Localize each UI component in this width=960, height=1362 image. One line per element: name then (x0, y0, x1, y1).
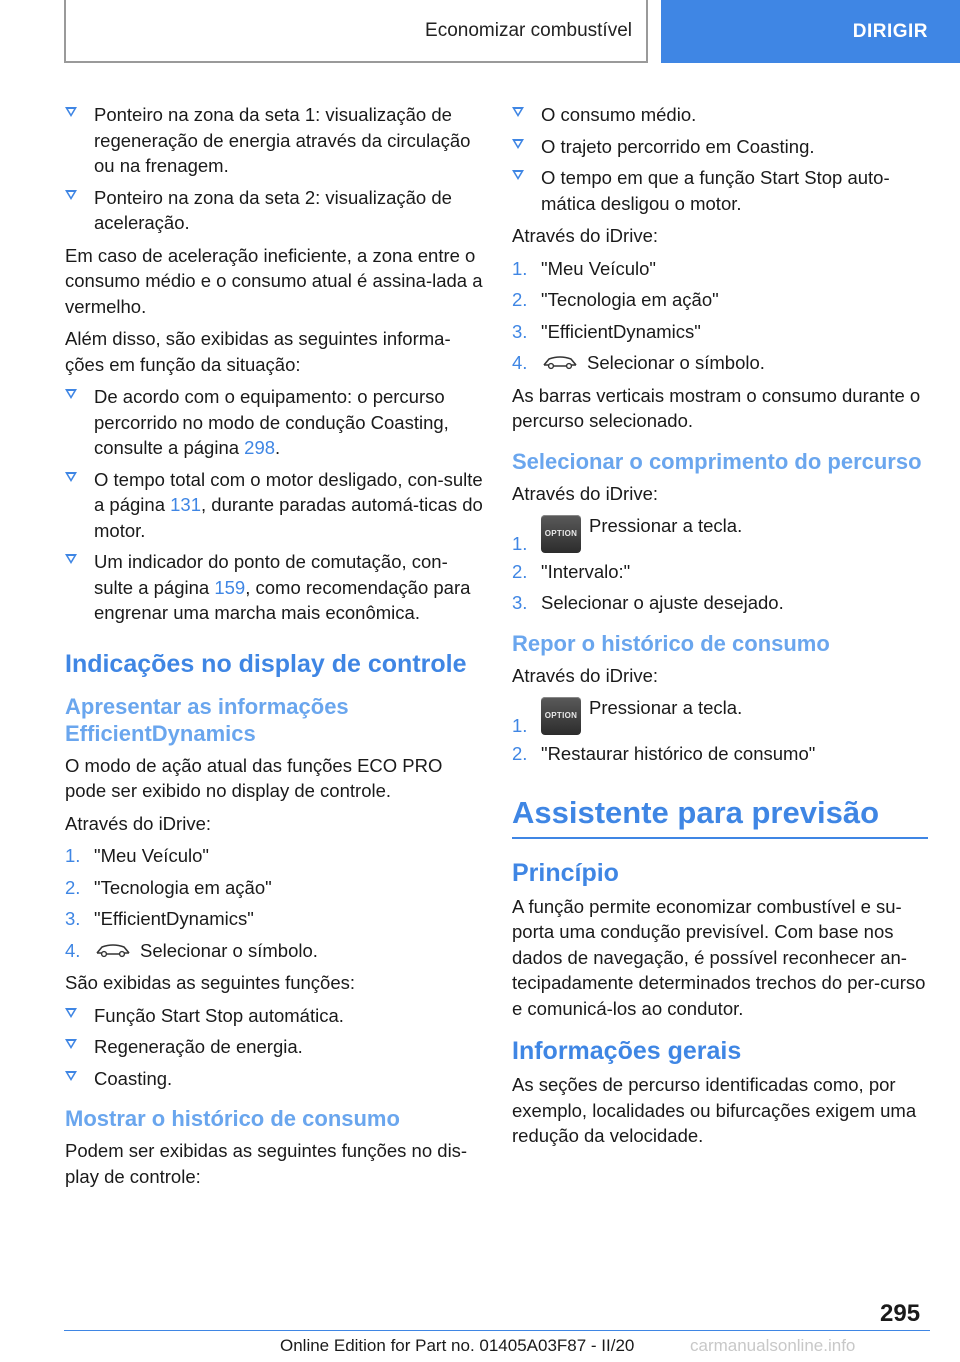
heading-general-info: Informações gerais (512, 1037, 742, 1065)
list-item: 1. OPTION Pressionar a tecla. (512, 697, 743, 737)
option-button-icon: OPTION (541, 515, 581, 553)
bullet-triangle-icon (65, 1071, 77, 1081)
bullet-list (65, 102, 483, 236)
option-button-icon: OPTION (541, 697, 581, 735)
page-number: 295 (880, 1300, 921, 1327)
list-item: Coasting. (65, 1066, 483, 1092)
paragraph: Podem ser exibidas as seguintes funções no dis-play de controle: (65, 1140, 468, 1187)
list-item: 2. "Restaurar histórico de consumo" (512, 743, 816, 764)
list-item: De acordo com o equipamento: o percurso percorrido no modo de condução Coasting, consulte a página 298. (65, 384, 483, 461)
watermark: carmanualsonline.info (690, 1336, 856, 1355)
bullet-triangle-icon (512, 139, 524, 149)
page-link[interactable]: 298 (244, 437, 276, 458)
list-item: 2. "Intervalo:" (512, 560, 631, 582)
list-item: 2. "Tecnologia em ação" (512, 289, 719, 310)
bullet-triangle-icon (65, 1008, 77, 1018)
heading-display: Indicações no display de controle (65, 649, 467, 678)
heading-predictive-assistant: Assistente para previsão (512, 793, 928, 839)
left-column (65, 102, 483, 1196)
footer-divider (64, 1330, 930, 1331)
numbered-list (512, 513, 928, 616)
bullet-triangle-icon (65, 389, 77, 399)
list-item: 3. "EfficientDynamics" (65, 908, 254, 929)
paragraph: As seções de percurso identificadas como, por exemplo, localidades ou bifurcações exigem uma redução da velocidade. (512, 1074, 917, 1146)
bullet-triangle-icon (512, 170, 524, 180)
list-item: Regeneração de energia. (65, 1034, 483, 1060)
bullet-list (65, 384, 483, 626)
list-item: 1. "Meu Veículo" (65, 845, 209, 866)
list-item: 1. OPTION Pressionar a tecla. (512, 515, 743, 554)
paragraph: Através do iDrive: (512, 664, 658, 686)
edition-note: Online Edition for Part no. 01405A03F87 - II/20 (280, 1336, 635, 1355)
bullet-list (65, 1003, 483, 1092)
heading-consumption-history: Mostrar o histórico de consumo (65, 1106, 400, 1131)
numbered-list (65, 843, 483, 963)
paragraph: Em caso de aceleração ineficiente, a zona entre o consumo médio e o consumo atual é assina-lada a vermelho. (65, 244, 483, 317)
list-item: 4. Selecionar o símbolo. (65, 939, 318, 961)
paragraph: Através do iDrive: (512, 225, 658, 246)
list-item: Função Start Stop automática. (65, 1003, 483, 1029)
page-link[interactable]: 159 (214, 576, 246, 598)
list-item: 2. "Tecnologia em ação" (65, 876, 272, 898)
list-item: Ponteiro na zona da seta 2: visualização de aceleração. (65, 185, 483, 236)
list-item: O tempo total com o motor desligado, con-sulte a página 131, durante paradas automá-ticas do motor. (65, 467, 483, 544)
paragraph: Além disso, são exibidas as seguintes informa-ções em função da situação: (65, 328, 451, 375)
page-link[interactable]: 131 (170, 494, 201, 515)
bullet-triangle-icon (65, 554, 77, 564)
list-item: O trajeto percorrido em Coasting. (512, 134, 928, 160)
paragraph: Através do iDrive: (512, 482, 658, 504)
header-section-title (64, 0, 648, 63)
bullet-triangle-icon (65, 107, 77, 117)
paragraph: São exibidas as seguintes funções: (65, 972, 356, 993)
numbered-list (512, 695, 928, 766)
list-item: Ponteiro na zona da seta 1: visualização de regeneração de energia através da circulação ou na frenagem. (65, 102, 483, 179)
list-item: 1. "Meu Veículo" (512, 257, 656, 279)
paragraph: As barras verticais mostram o consumo durante o percurso selecionado. (512, 384, 921, 431)
heading-reset-history: Repor o histórico de consumo (512, 630, 830, 656)
list-item: 3. "EfficientDynamics" (512, 320, 701, 342)
list-item: 4. Selecionar o símbolo. (512, 352, 765, 373)
section-title: Economizar combustível (425, 19, 632, 41)
list-item: O tempo em que a função Start Stop auto-mática desligou o motor. (512, 165, 928, 216)
car-eco-icon (94, 942, 132, 958)
list-item: 3. Selecionar o ajuste desejado. (512, 592, 784, 614)
bullet-triangle-icon (65, 1039, 77, 1049)
header-chapter-tab (661, 0, 960, 63)
car-eco-icon (541, 354, 579, 370)
list-item: Um indicador do ponto de comutação, con-sulte a página 159, como recomendação para engrenar uma marcha mais econômica. (65, 549, 483, 626)
paragraph: A função permite economizar combustível e su-porta uma condução previsível. Com base nos dados de navegação, é possível reconhecer an-tecipadamente determinados trechos do per-curso e comunicá-los ao condutor. (512, 895, 926, 1019)
bullet-triangle-icon (65, 190, 77, 200)
paragraph: Através do iDrive: (65, 812, 211, 834)
heading-efficientdynamics: Apresentar as informações EfficientDynamics (65, 693, 349, 746)
paragraph: O modo de ação atual das funções ECO PRO pode ser exibido no display de controle. (65, 754, 443, 801)
list-item: O consumo médio. (512, 102, 928, 128)
right-column (512, 102, 928, 1156)
heading-route-length: Selecionar o comprimento do percurso (512, 448, 922, 474)
bullet-triangle-icon (512, 107, 524, 117)
heading-principle: Princípio (512, 858, 619, 887)
numbered-list (512, 256, 928, 376)
chapter-title: DIRIGIR (852, 20, 928, 42)
bullet-list (512, 102, 928, 216)
bullet-triangle-icon (65, 472, 77, 482)
